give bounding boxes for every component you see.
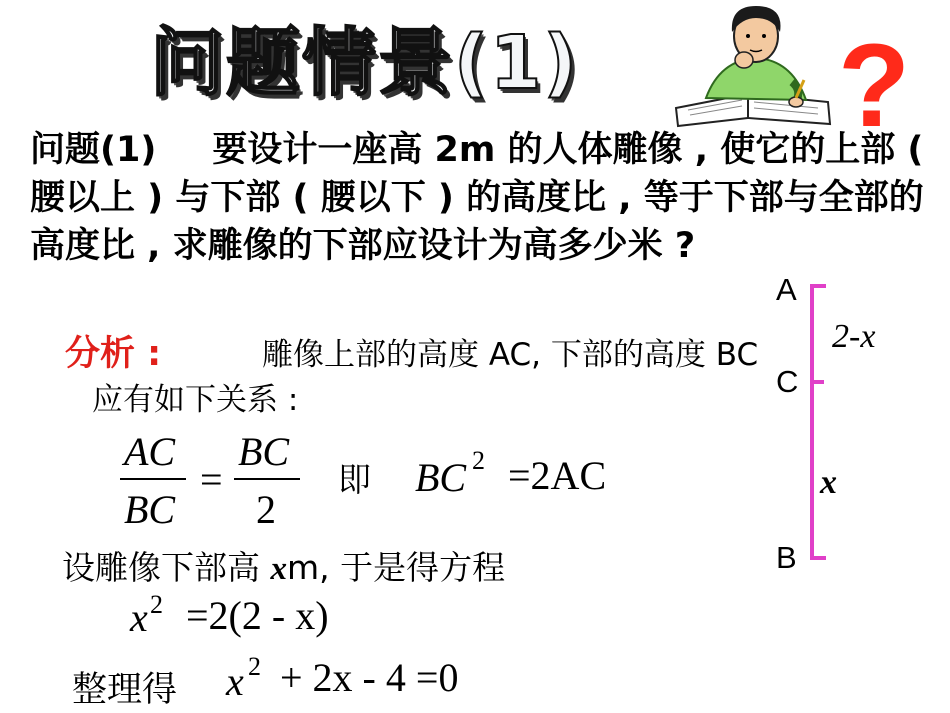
equals-sign: = — [200, 457, 223, 502]
point-c-label: C — [776, 364, 799, 399]
rhs-base: BC — [415, 455, 467, 500]
thinking-student-icon — [668, 2, 838, 132]
eq3-label: 整理得 — [72, 670, 178, 710]
eq2-exponent: 2 — [150, 590, 163, 619]
fraction-right-numerator: BC — [238, 429, 290, 474]
setup-variable: x — [270, 551, 287, 587]
eq2-rest: =2(2 - x) — [186, 593, 329, 638]
fraction-left-denominator: BC — [124, 487, 176, 532]
point-a-label: A — [776, 272, 797, 307]
eq3-exponent: 2 — [248, 652, 261, 681]
setup-line — [62, 542, 505, 589]
problem-label: 问题(1) — [30, 130, 157, 170]
problem-text: 要设计一座高 2m 的人体雕像 , 使它的上部 ( 腰以上 ) 与下部 ( 腰以下 ) 的高度比 , 等于下部与全部的高度比 , 求雕像的下部应设计为高多少米 ? — [30, 130, 924, 266]
rhs-exponent: 2 — [472, 446, 485, 475]
connector-text: 即 — [338, 460, 371, 499]
setup-suffix: m, 于是得方程 — [287, 548, 506, 587]
fraction-left-numerator: AC — [124, 429, 176, 474]
setup-prefix: 设雕像下部高 — [62, 548, 271, 587]
question-mark-icon: ? — [838, 20, 911, 152]
slide-title: 问题情景(1) — [150, 20, 580, 106]
upper-length-label: 2-x — [832, 318, 876, 355]
fraction-right-bar — [234, 478, 300, 480]
eq3-base: x — [226, 659, 244, 704]
fraction-left-bar — [120, 478, 186, 480]
fraction-right-denominator: 2 — [256, 487, 276, 532]
point-b-label: B — [776, 540, 797, 575]
rhs-rest: =2AC — [508, 453, 607, 498]
analysis-label: 分析 : — [65, 334, 162, 374]
eq3-rest: + 2x - 4 =0 — [280, 655, 459, 700]
lower-length-label: x — [820, 464, 837, 501]
problem-statement — [30, 126, 930, 270]
relation-text: 应有如下关系 : — [92, 382, 299, 418]
eq2-base: x — [130, 595, 148, 640]
analysis-text: 雕像上部的高度 AC, 下部的高度 BC — [262, 337, 759, 373]
